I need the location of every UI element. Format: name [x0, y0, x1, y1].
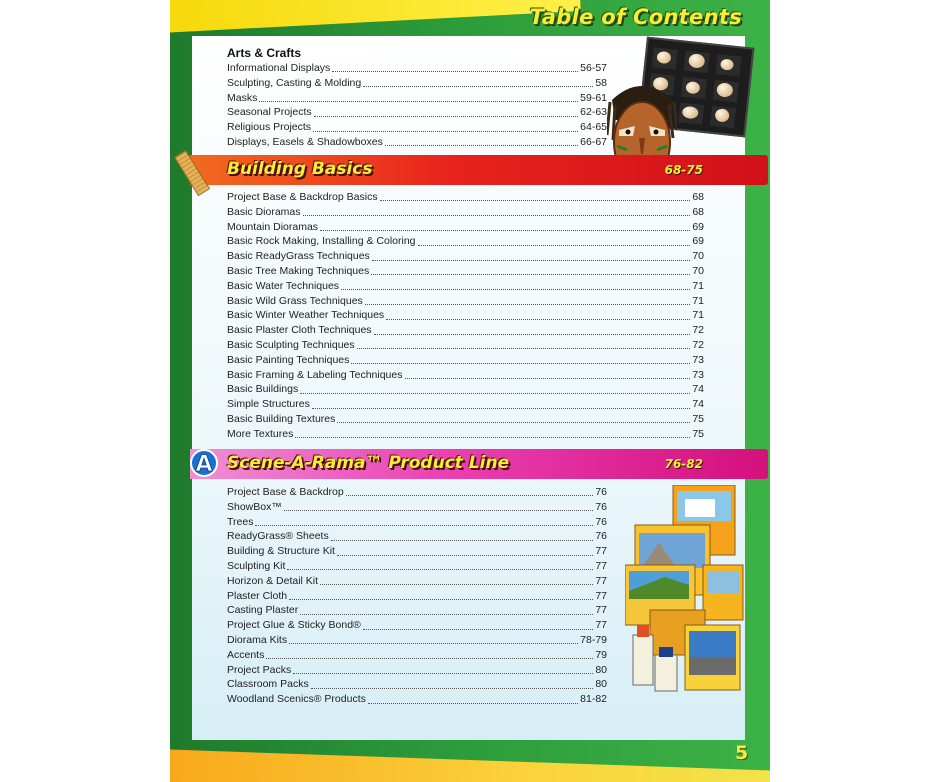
scene-a-rama-range: 76-82 — [664, 457, 703, 471]
toc-entry-label: More Textures — [227, 427, 294, 440]
toc-entry-label: Basic Framing & Labeling Techniques — [227, 368, 403, 381]
page-title: Table of Contents — [529, 5, 742, 29]
scene-a-rama-logo-icon — [190, 446, 218, 480]
toc-leader-dots — [418, 236, 691, 246]
toc-leader-dots — [332, 62, 578, 72]
toc-entry — [227, 264, 704, 279]
toc-leader-dots — [289, 634, 578, 644]
toc-entry — [227, 105, 607, 120]
toc-entry-label: Project Base & Backdrop Basics — [227, 191, 378, 203]
toc-entry-page: 77 — [595, 545, 607, 558]
toc-entry-label: Religious Projects — [227, 121, 312, 134]
toc-entry-page: 69 — [692, 235, 704, 248]
logo-letter: A — [195, 452, 213, 477]
toc-entry — [227, 633, 607, 648]
toc-entry-label: Diorama Kits — [227, 633, 288, 646]
toc-entry-page: 72 — [692, 338, 704, 351]
toc-leader-dots — [405, 369, 691, 379]
toc-leader-dots — [386, 310, 690, 320]
toc-entry-page: 76 — [595, 486, 607, 498]
toc-leader-dots — [295, 428, 690, 438]
arts-crafts-list — [227, 61, 607, 150]
toc-entry-label: Basic Sculpting Techniques — [227, 338, 355, 351]
toc-entry-label: Simple Structures — [227, 398, 310, 411]
scene-a-rama-title: Scene-A-Rama™ Product Line — [227, 453, 510, 473]
toc-entry — [227, 574, 607, 589]
building-basics-list — [227, 190, 704, 442]
yellow-stripe-top — [170, 0, 581, 33]
toc-entry-label: Displays, Easels & Shadowboxes — [227, 135, 383, 148]
toc-entry — [227, 234, 704, 249]
toc-entry — [227, 220, 704, 235]
toc-entry-label: Basic Dioramas — [227, 205, 301, 218]
toc-entry-page: 71 — [692, 279, 704, 292]
page-number: 5 — [735, 742, 749, 764]
toc-entry-page: 76 — [595, 500, 607, 513]
toc-entry-label: Woodland Scenics® Products — [227, 693, 366, 706]
toc-entry-page: 71 — [692, 294, 704, 307]
arts-crafts-heading: Arts & Crafts — [227, 46, 302, 60]
toc-entry-label: Basic Buildings — [227, 383, 299, 396]
toc-entry-label: Accents — [227, 648, 265, 661]
toc-entry-label: Basic Painting Techniques — [227, 353, 350, 366]
toc-entry — [227, 515, 607, 530]
toc-leader-dots — [368, 694, 578, 704]
toc-leader-dots — [363, 620, 594, 630]
toc-entry — [227, 603, 607, 618]
toc-entry — [227, 76, 607, 91]
toc-entry-label: Project Glue & Sticky Bond® — [227, 619, 361, 632]
toc-entry-label: Plaster Cloth — [227, 589, 288, 602]
toc-entry-page: 80 — [595, 663, 607, 676]
toc-leader-dots — [255, 516, 593, 526]
toc-entry-page: 80 — [595, 678, 607, 691]
toc-leader-dots — [372, 251, 691, 261]
toc-entry — [227, 663, 607, 678]
scene-a-rama-bar — [190, 449, 768, 479]
toc-leader-dots — [300, 605, 593, 615]
toc-entry-page: 74 — [692, 383, 704, 396]
toc-leader-dots — [341, 280, 690, 290]
toc-leader-dots — [346, 486, 594, 496]
toc-entry-page: 78-79 — [580, 633, 607, 646]
toc-entry — [227, 61, 607, 76]
toc-entry-label: Sculpting Kit — [227, 559, 286, 572]
toc-leader-dots — [314, 107, 579, 117]
toc-leader-dots — [351, 354, 690, 364]
toc-entry — [227, 91, 607, 106]
toc-entry-label: Classroom Packs — [227, 678, 309, 691]
toc-entry-page: 56-57 — [580, 62, 607, 74]
toc-entry — [227, 323, 704, 338]
toc-entry-page: 76 — [595, 515, 607, 528]
toc-entry — [227, 397, 704, 412]
toc-entry — [227, 120, 607, 135]
toc-entry — [227, 427, 704, 442]
toc-leader-dots — [259, 92, 578, 102]
toc-entry — [227, 648, 607, 663]
toc-entry-label: ReadyGrass® Sheets — [227, 530, 329, 543]
toc-leader-dots — [374, 325, 691, 335]
toc-leader-dots — [337, 546, 593, 556]
toc-entry-label: Building & Structure Kit — [227, 545, 335, 558]
toc-entry — [227, 382, 704, 397]
product-kits-image — [625, 485, 745, 695]
toc-leader-dots — [311, 679, 594, 689]
toc-entry-page: 76 — [595, 530, 607, 543]
toc-entry-page: 75 — [692, 412, 704, 425]
toc-entry-page: 77 — [595, 619, 607, 632]
toc-entry-page: 70 — [692, 264, 704, 277]
toc-entry-page: 77 — [595, 604, 607, 617]
toc-entry — [227, 190, 704, 205]
toc-leader-dots — [312, 399, 690, 409]
toc-entry-page: 66-67 — [580, 135, 607, 148]
toc-leader-dots — [320, 221, 690, 231]
toc-entry — [227, 205, 704, 220]
toc-entry-page: 70 — [692, 250, 704, 263]
toc-leader-dots — [380, 191, 691, 201]
toc-entry — [227, 249, 704, 264]
toc-leader-dots — [287, 560, 593, 570]
toc-entry — [227, 338, 704, 353]
toc-entry-label: Project Base & Backdrop — [227, 486, 344, 498]
toc-entry — [227, 618, 607, 633]
toc-entry-page: 75 — [692, 427, 704, 440]
toc-entry — [227, 412, 704, 427]
toc-entry-label: ShowBox™ — [227, 500, 282, 513]
toc-entry — [227, 529, 607, 544]
toc-entry-page: 64-65 — [580, 121, 607, 134]
toc-entry-label: Horizon & Detail Kit — [227, 574, 319, 587]
toc-entry-page: 79 — [595, 648, 607, 661]
toc-entry-label: Basic Rock Making, Installing & Coloring — [227, 235, 416, 248]
toc-entry — [227, 135, 607, 150]
toc-entry-page: 77 — [595, 574, 607, 587]
yellow-stripe-bottom — [170, 749, 770, 782]
toc-entry-label: Casting Plaster — [227, 604, 299, 617]
toc-entry-page: 77 — [595, 589, 607, 602]
building-basics-range: 68-75 — [664, 163, 703, 177]
toc-entry-label: Trees — [227, 515, 254, 528]
toc-entry-page: 59-61 — [580, 91, 607, 104]
toc-entry — [227, 544, 607, 559]
toc-entry-page: 71 — [692, 309, 704, 322]
toc-entry-label: Basic Wild Grass Techniques — [227, 294, 363, 307]
toc-entry-page: 81-82 — [580, 693, 607, 706]
toc-entry — [227, 485, 607, 500]
toc-entry-page: 62-63 — [580, 106, 607, 119]
toc-leader-dots — [320, 575, 593, 585]
toc-entry-label: Masks — [227, 91, 258, 104]
toc-leader-dots — [337, 413, 690, 423]
toc-entry-label: Basic Building Textures — [227, 412, 336, 425]
toc-leader-dots — [365, 295, 691, 305]
toc-entry-page: 58 — [595, 76, 607, 89]
toc-entry — [227, 368, 704, 383]
toc-entry — [227, 500, 607, 515]
toc-entry-page: 73 — [692, 353, 704, 366]
toc-leader-dots — [371, 265, 690, 275]
toc-entry-label: Basic Tree Making Techniques — [227, 264, 370, 277]
toc-leader-dots — [300, 384, 690, 394]
toc-entry-page: 74 — [692, 398, 704, 411]
toc-entry-page: 72 — [692, 324, 704, 337]
toc-entry-label: Project Packs — [227, 663, 292, 676]
toc-entry-label: Mountain Dioramas — [227, 220, 319, 233]
building-basics-bar — [190, 155, 768, 185]
toc-leader-dots — [303, 206, 691, 216]
toc-leader-dots — [385, 136, 578, 146]
toc-leader-dots — [293, 664, 593, 674]
toc-entry — [227, 294, 704, 309]
toc-entry — [227, 559, 607, 574]
toc-entry-label: Basic ReadyGrass Techniques — [227, 250, 370, 263]
toc-entry — [227, 353, 704, 368]
toc-leader-dots — [357, 339, 691, 349]
toc-entry-page: 68 — [692, 191, 704, 203]
toc-leader-dots — [289, 590, 593, 600]
toc-entry-label: Basic Plaster Cloth Techniques — [227, 324, 372, 337]
toc-entry — [227, 677, 607, 692]
toc-entry-page: 69 — [692, 220, 704, 233]
toc-leader-dots — [266, 649, 593, 659]
toc-leader-dots — [284, 501, 593, 511]
toc-entry — [227, 308, 704, 323]
toc-entry-page: 68 — [692, 205, 704, 218]
toc-entry-label: Basic Water Techniques — [227, 279, 340, 292]
scene-a-rama-list — [227, 485, 607, 707]
toc-entry-page: 77 — [595, 559, 607, 572]
toc-entry-page: 73 — [692, 368, 704, 381]
toc-leader-dots — [363, 77, 593, 87]
toc-leader-dots — [331, 531, 594, 541]
toc-entry-label: Basic Winter Weather Techniques — [227, 309, 385, 322]
toc-entry — [227, 279, 704, 294]
toc-entry-label: Informational Displays — [227, 62, 331, 74]
building-basics-title: Building Basics — [227, 159, 373, 179]
toc-leader-dots — [313, 122, 578, 132]
toc-entry-label: Sculpting, Casting & Molding — [227, 76, 362, 89]
toc-entry — [227, 589, 607, 604]
toc-entry-label: Seasonal Projects — [227, 106, 312, 119]
toc-entry — [227, 692, 607, 707]
